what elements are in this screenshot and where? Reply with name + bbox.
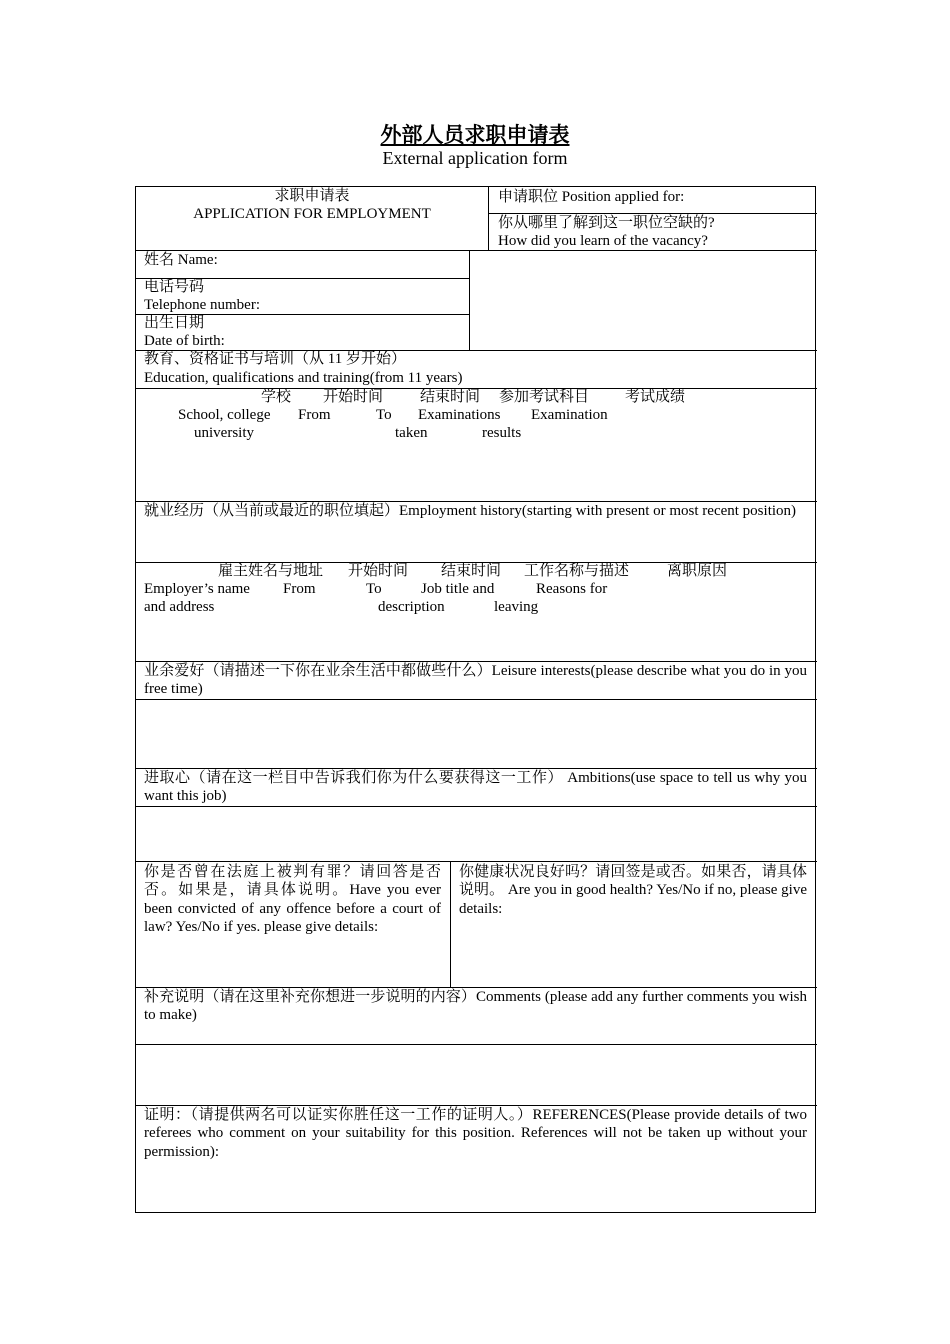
education-col-school-cn: 学校 xyxy=(261,389,292,405)
education-header-en: Education, qualifications and training(from 11 years) xyxy=(144,370,463,386)
employment-col-reason-en: Reasons for xyxy=(536,581,608,597)
comments-header: 补充说明（请在这里补充你想进一步说明的内容）Comments (please add any further comments you wish to make) xyxy=(144,989,807,1024)
dob-field[interactable]: Date of birth: xyxy=(144,333,225,349)
education-header-cn: 教育、资格证书与培训（从 11 岁开始） xyxy=(144,351,406,367)
divider xyxy=(488,187,489,250)
education-col-exams-en: Examinations xyxy=(418,407,501,423)
education-col-results-en: Examination xyxy=(531,407,608,423)
comments-answer[interactable] xyxy=(137,1045,816,1104)
employment-col-from-cn: 开始时间 xyxy=(348,563,409,579)
employment-col-title-en: Job title and xyxy=(421,581,495,597)
application-title-cn: 求职申请表 xyxy=(274,188,350,204)
education-col-school-en: School, college xyxy=(178,407,271,423)
employment-col-employer-cn: 雇主姓名与地址 xyxy=(218,563,324,579)
name-field[interactable]: 姓名 Name: xyxy=(144,252,218,268)
vacancy-source-field[interactable]: How did you learn of the vacancy? xyxy=(498,233,708,249)
employment-col-leaving-en: leaving xyxy=(494,599,539,615)
education-col-from-cn: 开始时间 xyxy=(323,389,384,405)
ambitions-header: 进取心（请在这一栏目中告诉我们你为什么要获得这一工作） Ambitions(use space to tell us why you want this job) xyxy=(144,770,807,805)
telephone-label-cn: 电话号码 xyxy=(144,279,205,295)
vacancy-source-label-cn: 你从哪里了解到这一职位空缺的? xyxy=(498,215,715,231)
education-col-university-en: university xyxy=(194,425,254,441)
education-col-to-en: To xyxy=(376,407,392,423)
application-form-table xyxy=(135,186,816,1213)
education-col-exams-cn: 参加考试科目 xyxy=(499,389,590,405)
employment-col-from-en: From xyxy=(283,581,316,597)
leisure-interests-header: 业余爱好（请描述一下你在业余生活中都做些什么）Leisure interests(please describe what you do in you free time) xyxy=(144,663,807,698)
employment-col-title-cn: 工作名称与描述 xyxy=(524,563,630,579)
divider xyxy=(136,861,817,862)
education-col-results-cn: 考试成绩 xyxy=(625,389,686,405)
employment-col-reason-cn: 离职原因 xyxy=(667,563,728,579)
divider xyxy=(450,861,451,987)
conviction-question[interactable]: 你是否曾在法庭上被判有罪？请回答是否否。如果是，请具体说明。Have you ever been convicted of any offence before a court of law? Yes/No if yes. please give details: xyxy=(144,864,441,936)
leisure-interests-answer[interactable] xyxy=(137,700,816,767)
employment-col-employer-en: Employer’s name xyxy=(144,581,250,597)
dob-label-cn: 出生日期 xyxy=(144,315,205,331)
position-applied-field[interactable]: 申请职位 Position applied for: xyxy=(498,189,685,205)
education-col-to-cn: 结束时间 xyxy=(420,389,481,405)
application-title-en: APPLICATION FOR EMPLOYMENT xyxy=(193,206,431,222)
education-col-results2-en: results xyxy=(482,425,522,441)
education-col-from-en: From xyxy=(298,407,331,423)
employment-col-to-cn: 结束时间 xyxy=(441,563,502,579)
ambitions-answer[interactable] xyxy=(137,807,816,860)
photo-area[interactable] xyxy=(470,251,816,350)
form-title-chinese: 外部人员求职申请表 xyxy=(380,123,570,147)
health-question[interactable]: 你健康状况良好吗？请回签是或否。如果否，请具体说明。 Are you in good health? Yes/No if no, please give details: xyxy=(459,864,807,917)
employment-history-header: 就业经历（从当前或最近的职位填起）Employment history(starting with present or most recent position) xyxy=(144,503,797,519)
education-col-taken-en: taken xyxy=(395,425,428,441)
employment-col-description-en: description xyxy=(378,599,445,615)
references-section[interactable]: 证明：（请提供两名可以证实你胜任这一工作的证明人。）REFERENCES(Please provide details of two referees who comment on your suitability for this position. References will not be taken up without your permission): xyxy=(144,1107,807,1160)
form-title-english: External application form xyxy=(382,148,568,168)
telephone-field[interactable]: Telephone number: xyxy=(144,297,260,313)
employment-col-address-en: and address xyxy=(144,599,215,615)
employment-col-to-en: To xyxy=(366,581,382,597)
